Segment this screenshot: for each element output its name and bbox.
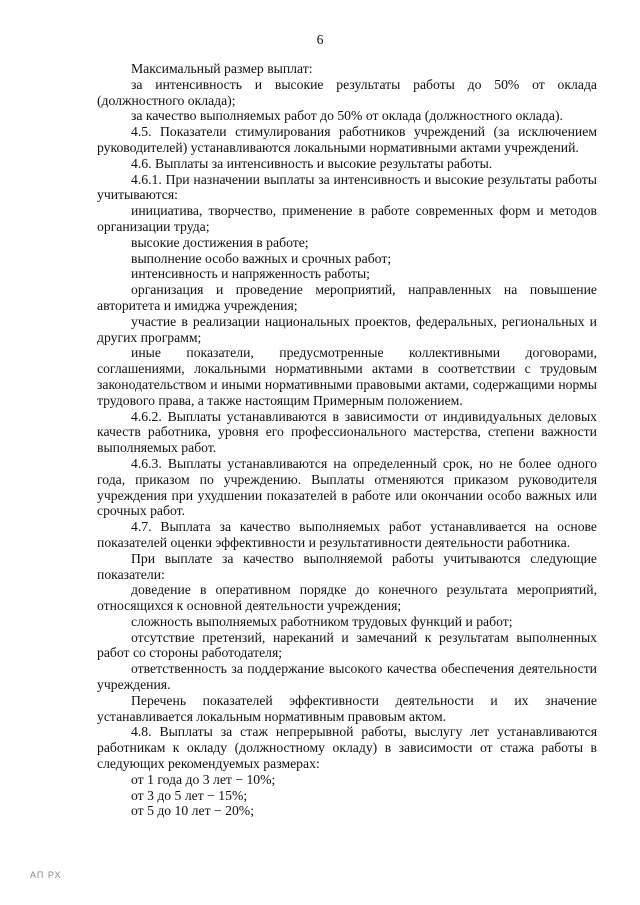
paragraph: 4.8. Выплаты за стаж непрерывной работы, выслугу лет устанавливаются работникам к окладу (должностному окладу) в зависимости от стажа работы в следующих рекомендуемых размерах: bbox=[97, 724, 597, 772]
paragraph: инициатива, творчество, применение в работе современных форм и методов организации труда; bbox=[97, 203, 597, 234]
paragraph: доведение в оперативном порядке до конечного результата мероприятий, относящихся к основной деятельности учреждения; bbox=[97, 582, 597, 614]
paragraph: от 3 до 5 лет − 15%; bbox=[131, 787, 248, 803]
paragraph: При выплате за качество выполняемой работы учитываются следующие показатели: bbox=[97, 550, 597, 582]
paragraph: высокие достижения в работе; bbox=[131, 234, 309, 250]
paragraph: выполнение особо важных и срочных работ; bbox=[131, 250, 392, 266]
paragraph: иные показатели, предусмотренные коллективными договорами, соглашениями, локальными нормативными актами в соответствии с трудовым законодательством и иными нормативными правовыми актами, содержащими нормы трудового права, а также настоящим Примерным положением. bbox=[97, 345, 597, 408]
paragraph: Максимальный размер выплат: bbox=[131, 61, 313, 76]
paragraph: организация и проведение мероприятий, направленных на повышение авторитета и имиджа учреждения; bbox=[97, 282, 597, 313]
document-body bbox=[97, 61, 597, 819]
paragraph: Перечень показателей эффективности деятельности и их значение устанавливается локальным нормативным правовым актом. bbox=[97, 692, 597, 724]
paragraph: отсутствие претензий, нареканий и замечаний к результатам выполненных работ со стороны работодателя; bbox=[97, 629, 597, 661]
paragraph: участие в реализации национальных проектов, федеральных, региональных и других программ; bbox=[97, 313, 597, 345]
footer-mark: АП РХ bbox=[30, 870, 62, 880]
paragraph: интенсивность и напряженность работы; bbox=[131, 266, 370, 282]
paragraph: за качество выполняемых работ до 50% от оклада (должностного оклада). bbox=[131, 108, 563, 124]
paragraph: от 1 года до 3 лет − 10%; bbox=[131, 771, 276, 787]
paragraph: 4.5. Показатели стимулирования работников учреждений (за исключением руководителей) устанавливаются локальными нормативными актами учреждений. bbox=[97, 124, 597, 155]
paragraph: ответственность за поддержание высокого качества обеспечения деятельности учреждения. bbox=[97, 661, 597, 693]
paragraph: за интенсивность и высокие результаты работы до 50% от оклада (должностного оклада); bbox=[97, 76, 597, 108]
paragraph: от 5 до 10 лет − 20%; bbox=[131, 803, 255, 819]
paragraph: 4.7. Выплата за качество выполняемых работ устанавливается на основе показателей оценки эффективности и результативности деятельности работника. bbox=[97, 519, 597, 550]
paragraph: 4.6.1. При назначении выплаты за интенсивность и высокие результаты работы учитываются: bbox=[97, 171, 597, 203]
paragraph: 4.6.2. Выплаты устанавливаются в зависимости от индивидуальных деловых качеств работника, уровня его профессионального мастерства, степени важности выполняемых работ. bbox=[97, 408, 597, 456]
paragraph: 4.6. Выплаты за интенсивность и высокие результаты работы. bbox=[131, 155, 493, 171]
paragraph: сложность выполняемых работником трудовых функций и работ; bbox=[131, 613, 513, 629]
page-number: 6 bbox=[316, 32, 324, 47]
paragraph: 4.6.3. Выплаты устанавливаются на определенный срок, но не более одного года, приказом по учреждению. Выплаты отменяются приказом руководителя учреждения при ухудшении показателей в работе или окончании особо важных или срочных работ. bbox=[97, 455, 597, 519]
